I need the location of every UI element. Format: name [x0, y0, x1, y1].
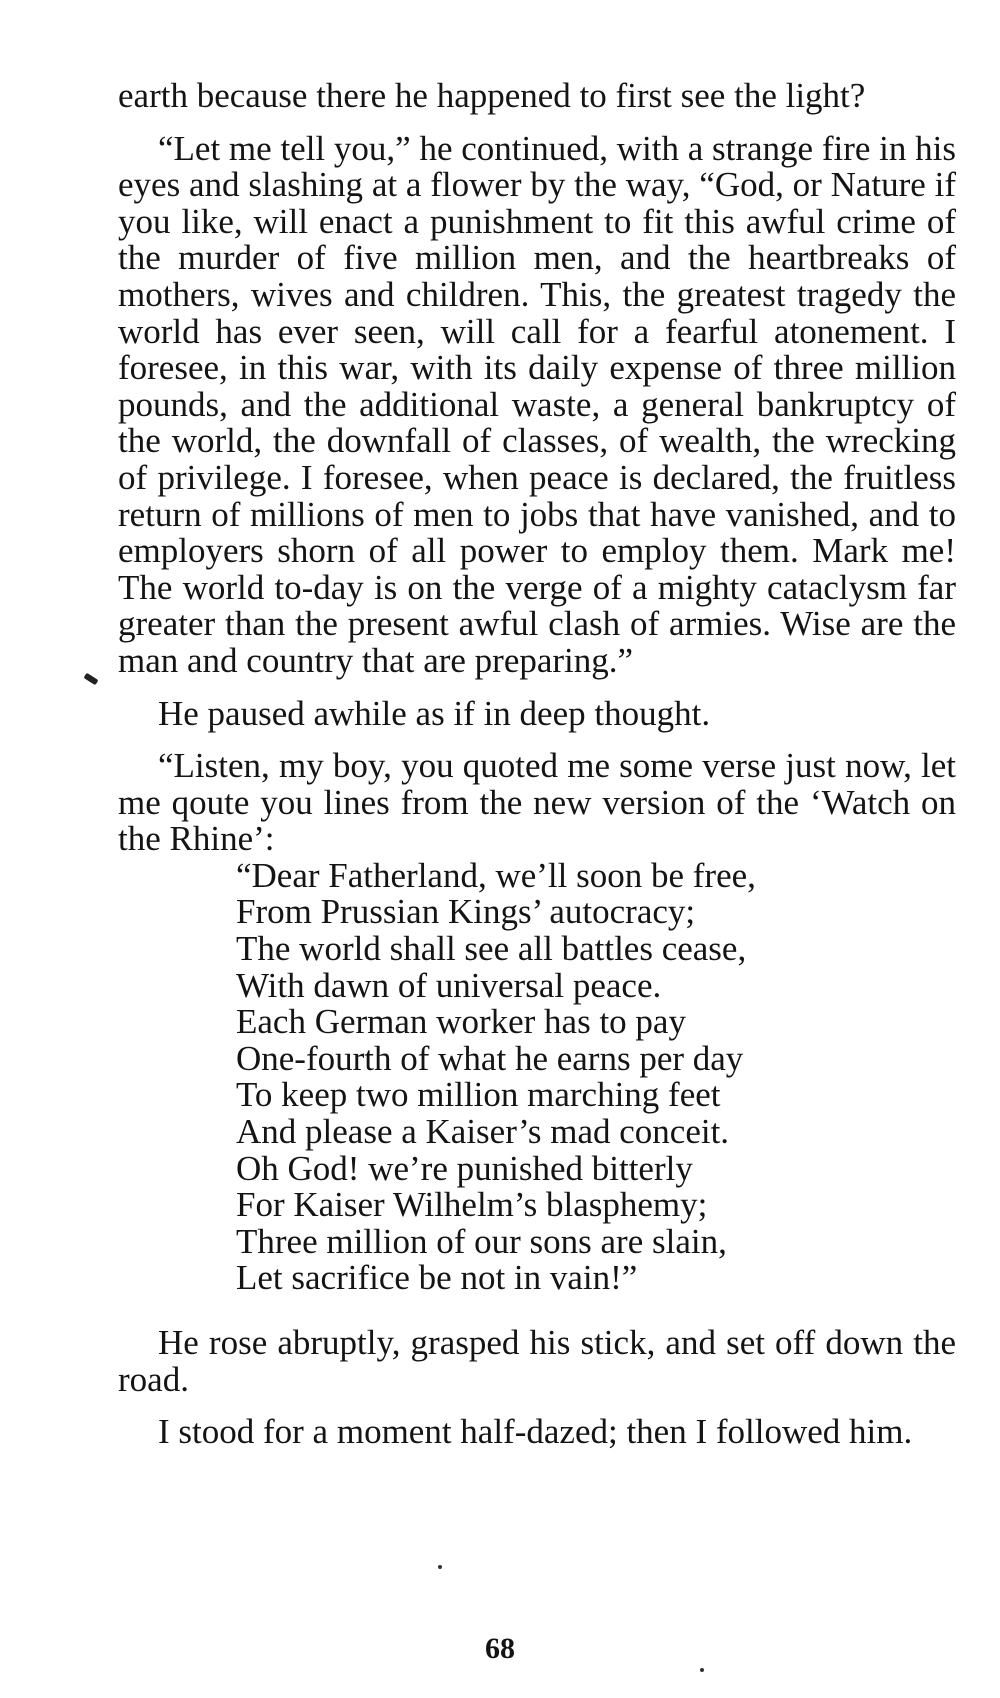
paragraph-departure: He rose abruptly, grasped his stick, and set off down the road. [118, 1323, 956, 1399]
poem-line: Let sacrifice be not in vain!” [236, 1258, 638, 1298]
paragraph-speech: “Let me tell you,” he continued, with a strange fire in his eyes and slashing at a flower by the way, “God, or Nature if you like, will enact a punishment to fit this awful crime of the murder of five million men, and the heartbreaks of mothers, wives and children. This, the greatest tragedy the world has ever seen, will call for a fearful atonement. I foresee, in this war, with its daily expense of three million pounds, and the additional waste, a general bankruptcy of the world, the downfall of classes, of wealth, the wrecking of privilege. I foresee, when peace is declared, the fruitless return of millions of men to jobs that have vanished, and to employers shorn of all power to employ them. Mark me! The world to-day is on the verge of a mighty cataclysm far greater than the present awful clash of armies. Wise are the man and country that are preparing.” [118, 128, 956, 680]
poem-line: Each German worker has to pay [236, 1002, 686, 1042]
poem-line: With dawn of universal peace. [236, 965, 662, 1005]
paragraph-pause: He paused awhile as if in deep thought. [158, 693, 711, 733]
poem-line: For Kaiser Wilhelm’s blasphemy; [236, 1185, 708, 1225]
page-body [118, 78, 956, 1451]
poem-line: From Prussian Kings’ autocracy; [236, 892, 696, 932]
paragraph-quote-intro: “Listen, my boy, you quoted me some verse just now, let me qoute you lines from the new version of the ‘Watch on the Rhine’: [118, 746, 956, 859]
poem-line: Three million of our sons are slain, [236, 1221, 727, 1261]
poem-line: One-fourth of what he earns per day [236, 1038, 744, 1078]
paragraph-follow: I stood for a moment half-dazed; then I followed him. [158, 1412, 913, 1452]
poem-line: Oh God! we’re punished bitterly [236, 1148, 693, 1188]
page-number: 68 [485, 1632, 515, 1665]
poem-line: The world shall see all battles cease, [236, 929, 747, 969]
poem-verse [236, 855, 956, 1298]
poem-line: And please a Kaiser’s mad conceit. [236, 1112, 730, 1152]
margin-mark [83, 673, 98, 686]
print-speck [700, 1668, 704, 1672]
paragraph-continuation: earth because there he happened to first see the light? [118, 76, 866, 115]
print-speck [438, 1565, 442, 1569]
poem-line: “Dear Fatherland, we’ll soon be free, [236, 855, 756, 895]
poem-line: To keep two million marching feet [236, 1075, 721, 1115]
